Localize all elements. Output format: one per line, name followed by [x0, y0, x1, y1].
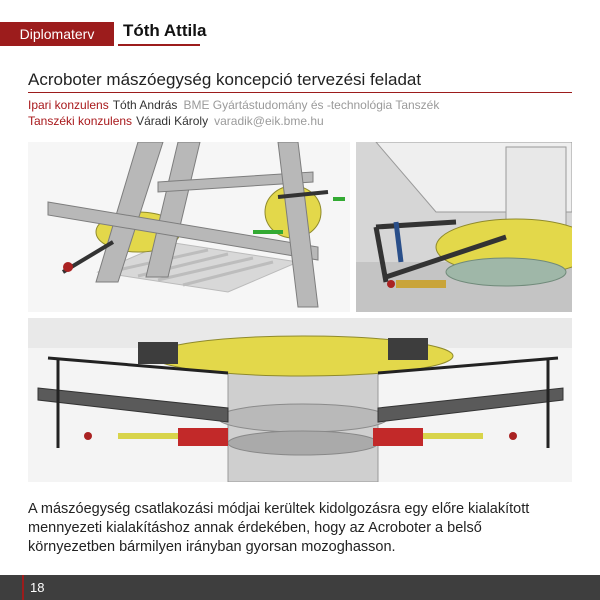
page-number: 18: [30, 580, 45, 595]
render-gripper-closeup: [356, 142, 572, 312]
consultant-name: Váradi Károly: [136, 114, 209, 128]
footer-accent-bar: [22, 575, 24, 600]
consultant-name: Tóth András: [112, 98, 178, 112]
consultant-email: varadik@eik.bme.hu: [214, 114, 324, 128]
consultant-role: Tanszéki konzulens: [28, 114, 133, 128]
render-climbing-unit-perspective: [28, 142, 350, 312]
title-divider: [28, 92, 572, 93]
consultant-role: Ipari konzulens: [28, 98, 109, 112]
consultant-row-department: [28, 114, 324, 128]
body-paragraph: A mászóegység csatlakozási módjai kerültek kidolgozásra egy előre kialakított mennyezeti kialakításhoz annak érdekében, hogy az Acroboter a belső környezetben bármilyen irányban gyorsan mozoghasson.: [28, 501, 530, 555]
page-footer: [0, 575, 600, 600]
page-title: Acroboter mászóegység koncepció tervezési feladat: [28, 70, 422, 89]
render-wide-side-view: [28, 318, 572, 482]
consultant-row-industrial: [28, 98, 439, 112]
section-tag: Diplomaterv: [0, 22, 114, 46]
consultant-affiliation: BME Gyártástudomány és -technológia Tanszék: [183, 98, 440, 112]
author-underline: [118, 44, 200, 46]
author-name: Tóth Attila: [123, 21, 207, 40]
